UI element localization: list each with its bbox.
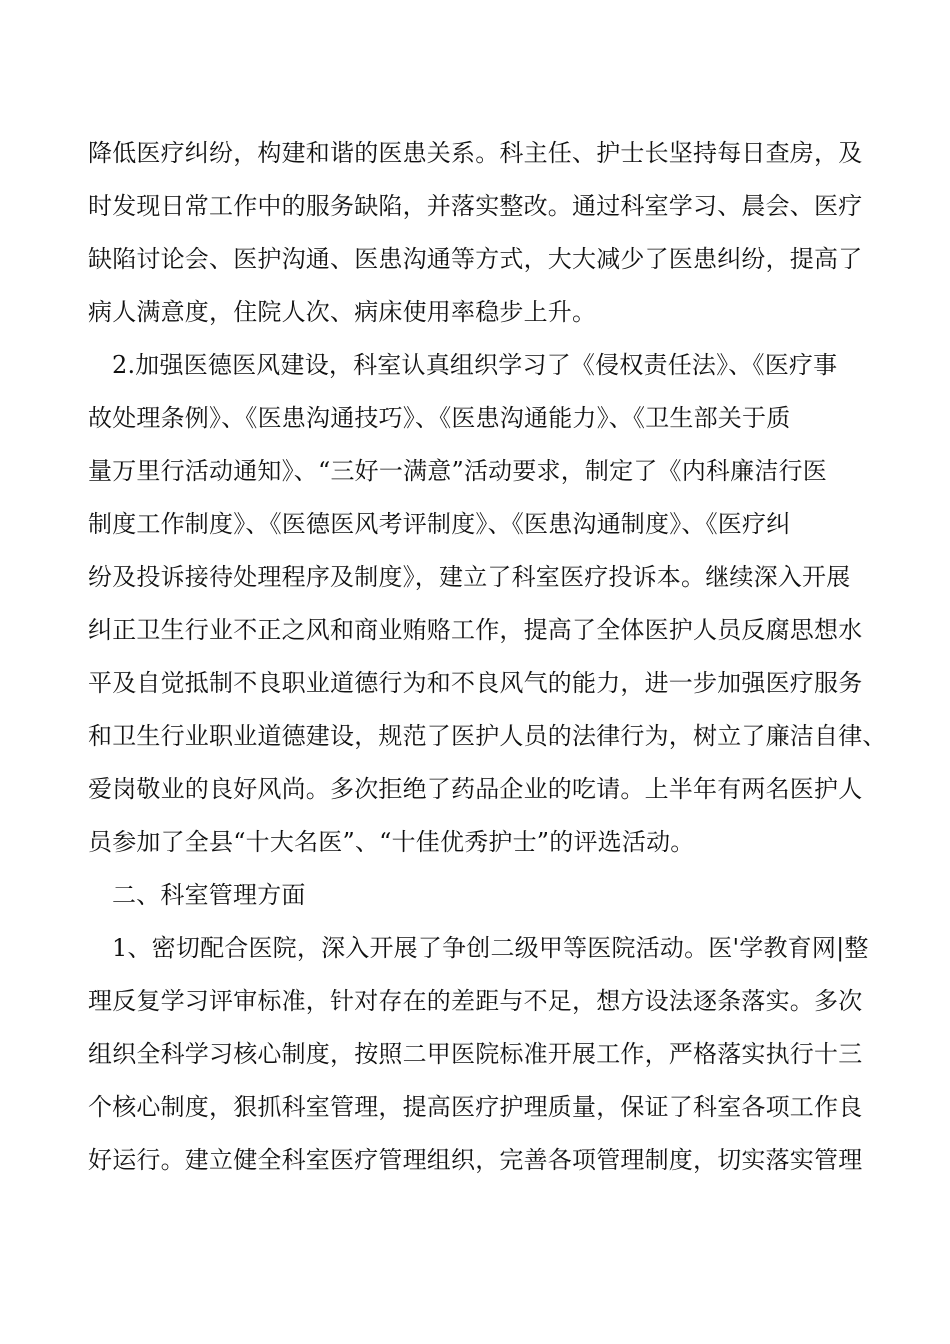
text-line: 个核心制度，狠抓科室管理，提高医疗护理质量，保证了科室各项工作良 <box>88 1093 863 1121</box>
text-line: 理反复学习评审标准，针对存在的差距与不足，想方设法逐条落实。多次 <box>88 987 863 1015</box>
text-line: 时发现日常工作中的服务缺陷，并落实整改。通过科室学习、晨会、医疗 <box>88 192 863 220</box>
text-line: 量万里行活动通知》、“三好一满意”活动要求，制定了《内科廉洁行医 <box>88 457 827 485</box>
text-line: 降低医疗纠纷，构建和谐的医患关系。科主任、护士长坚持每日查房，及 <box>88 139 863 167</box>
text-line: 爱岗敬业的良好风尚。多次拒绝了药品企业的吃请。上半年有两名医护人 <box>88 775 863 803</box>
text-line: 制度工作制度》、《医德医风考评制度》、《医患沟通制度》、《医疗纠 <box>88 510 791 538</box>
paragraph-start-line: 1、密切配合医院，深入开展了争创二级甲等医院活动。医'学教育网|整 <box>112 934 869 962</box>
text-line: 组织全科学习核心制度，按照二甲医院标准开展工作，严格落实执行十三 <box>88 1040 863 1068</box>
text-line: 纷及投诉接待处理程序及制度》，建立了科室医疗投诉本。继续深入开展 <box>88 563 851 591</box>
section-heading: 二、科室管理方面 <box>112 881 306 909</box>
text-line: 缺陷讨论会、医护沟通、医患沟通等方式，大大减少了医患纠纷，提高了 <box>88 245 863 273</box>
text-line: 和卫生行业职业道德建设，规范了医护人员的法律行为，树立了廉洁自律、 <box>88 722 887 750</box>
text-line: 故处理条例》、《医患沟通技巧》、《医患沟通能力》、《卫生部关于质 <box>88 404 791 432</box>
text-line: 员参加了全县“十大名医”、“十佳优秀护士”的评选活动。 <box>88 828 695 856</box>
text-line: 平及自觉抵制不良职业道德行为和不良风气的能力，进一步加强医疗服务 <box>88 669 863 697</box>
text-line: 纠正卫生行业不正之风和商业贿赂工作，提高了全体医护人员反腐思想水 <box>88 616 863 644</box>
text-line: 病人满意度，住院人次、病床使用率稳步上升。 <box>88 298 597 326</box>
text-line: 好运行。建立健全科室医疗管理组织，完善各项管理制度，切实落实管理 <box>88 1146 863 1174</box>
paragraph-start-line: 2.加强医德医风建设，科室认真组织学习了《侵权责任法》、《医疗事 <box>112 351 838 379</box>
